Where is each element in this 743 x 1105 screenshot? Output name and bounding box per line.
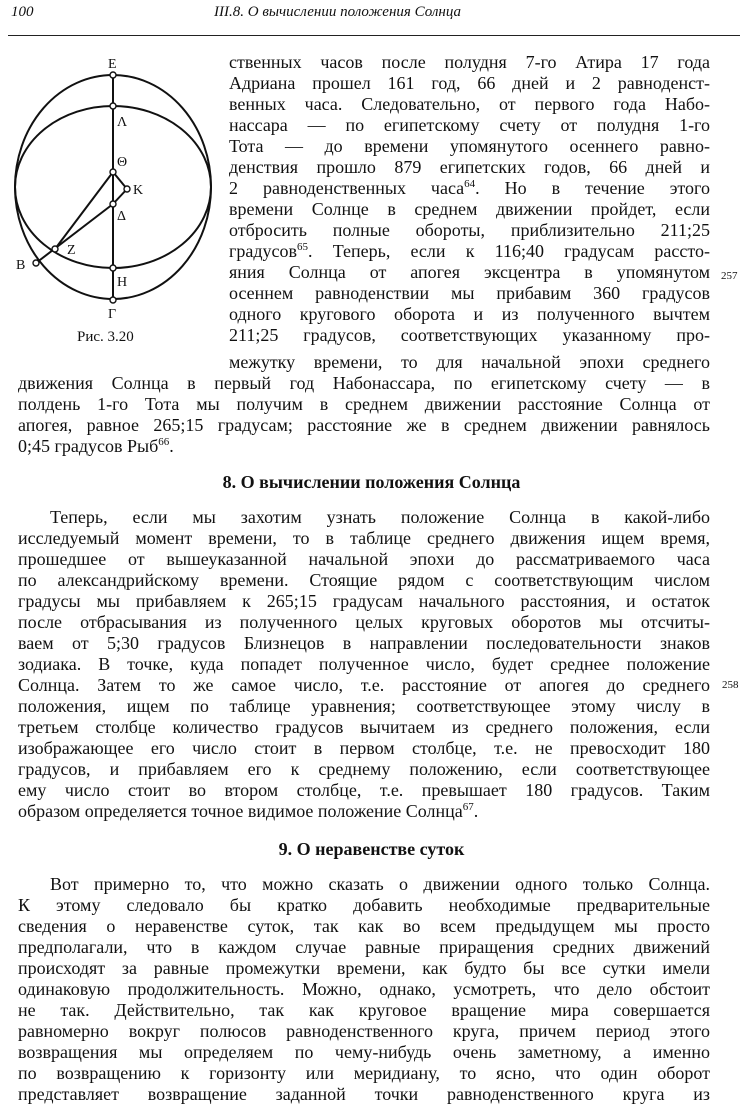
text-line: 211;25 градусов, соответствующих указанному про-	[229, 325, 710, 345]
point-lambda	[110, 103, 116, 109]
point-gamma	[110, 297, 116, 303]
text-line: исследуемый момент времени, то в таблице среднего движения ищем время,	[18, 528, 710, 548]
text-line: Солнца. Затем то же самое число, т.е. расстояние от апогея до среднего	[18, 675, 710, 695]
text-line: яния Солнца от апогея эксцентра в упомянутом	[229, 262, 710, 282]
label-delta: Δ	[117, 209, 127, 224]
figure-3-20-diagram	[0, 52, 222, 324]
text-line: сведения о неравенстве суток, так как во всем предыдущем мы просто	[18, 916, 710, 936]
text-line: 2 равноденственных часа$^{64}$. Но в течение этого	[229, 178, 710, 198]
footnote-ref-65[interactable]: 65	[297, 241, 309, 253]
text-line: движения Солнца в первый год Набонассара, по египетскому счету — в	[18, 373, 710, 393]
text-line: равномерно вокруг полюсов равноденственного круга, причем период этого	[18, 1021, 710, 1041]
text-line: одного кругового оборота и из полученного вычтем	[229, 304, 710, 324]
text-line: градусов, и прибавляем его к среднему положению, если соответствующее	[18, 759, 710, 779]
text-line: одинаковую продолжительность. Можно, однако, усмотреть, что дело обстоит	[18, 979, 710, 999]
figure-3-20	[0, 52, 222, 352]
label-theta: Θ	[117, 155, 128, 170]
text-line: образом определяется точное видимое положение Солнца$^{67}$.	[18, 801, 479, 821]
text-line: полдень 1-го Тота мы получим в среднем движении расстояние Солнца от	[18, 394, 710, 414]
text-line: венных часа. Следовательно, от первого года Набо-	[229, 94, 710, 114]
text-line: зодиака. В точке, куда попадет полученное число, будет среднее положение	[18, 654, 710, 674]
page-number: 100	[11, 4, 34, 20]
text-line: Вот примерно то, что можно сказать о движении одного только Солнца.	[50, 874, 710, 894]
margin-note-257: 257	[721, 270, 738, 282]
text-line: отбросить полные обороты, приблизительно 211;25	[229, 220, 710, 240]
text-line: положения, ищем по таблице уравнения; соответствующее этому числу в	[18, 696, 710, 716]
text-line: апогея, равное 265;15 градусам; расстояние же в среднем движении равнялось	[18, 415, 710, 435]
point-e	[110, 72, 116, 78]
label-e: E	[108, 57, 117, 72]
label-b: B	[16, 258, 26, 273]
label-gamma: Γ	[108, 307, 117, 322]
text-line: осеннем равноденствии мы прибавим 360 градусов	[229, 283, 710, 303]
footnote-ref-66[interactable]: 66	[158, 436, 170, 448]
text-line: Адриана прошел 161 год, 66 дней и 2 равноденст-	[229, 73, 710, 93]
text-line: третьем столбце количество градусов вычитаем из среднего положения, если	[18, 717, 710, 737]
figure-caption: Рис. 3.20	[77, 329, 134, 345]
label-h: H	[117, 275, 128, 290]
running-title: III.8. О вычислении положения Солнца	[214, 4, 462, 20]
text-line: нассара — по египетскому счету от полудня 1-го	[229, 115, 710, 135]
point-b	[33, 260, 39, 266]
point-k	[124, 186, 130, 192]
text-line: прошедшее от вышеуказанной начальной эпохи до рассматриваемого часа	[18, 549, 710, 569]
point-delta	[110, 201, 116, 207]
text-line: изображающее его число стоит в первом столбце, т.е. не превосходит 180	[18, 738, 710, 758]
text-line: представляет возвращение заданной точки равноденственного круга из	[18, 1084, 710, 1104]
label-k: K	[133, 183, 144, 198]
header-rule	[8, 35, 740, 36]
point-h	[110, 265, 116, 271]
paragraph-full-width	[18, 352, 710, 457]
text-line: денствия прошло 879 египетских годов, 66 дней и	[229, 157, 710, 177]
section-8-heading: 8. О вычислении положения Солнца	[222, 472, 521, 492]
text-line: ственных часов после полудня 7-го Атира 17 года	[229, 52, 710, 72]
text-line: 0;45 градусов Рыб$^{66}$.	[18, 436, 174, 456]
footnote-ref-67[interactable]: 67	[462, 801, 474, 813]
label-lambda: Λ	[117, 115, 128, 130]
paragraph-continuation	[229, 52, 710, 346]
text-line: по александрийскому времени. Стоящие рядом с соответствующим числом	[18, 570, 710, 590]
text-line: градусы мы прибавляем к 265;15 градусам начального расстояния, и остаток	[18, 591, 710, 611]
text-line: ему число стоит во втором столбце, т.е. превышает 180 градусов. Таким	[18, 780, 710, 800]
footnote-ref-64[interactable]: 64	[464, 178, 476, 190]
text-line: межутку времени, то для начальной эпохи среднего	[229, 352, 710, 372]
point-z	[52, 246, 58, 252]
text-line: после отбрасывания из полученного целых круговых оборотов мы отсчиты-	[18, 612, 710, 632]
figure-and-column	[0, 52, 743, 352]
text-line: не так. Действительно, так как круговое вращение мира совершается	[18, 1000, 710, 1020]
text-line: возвращения мы определяем по чему-нибудь очень заметному, а именно	[18, 1042, 710, 1062]
text-line: Теперь, если мы захотим узнать положение Солнца в какой-либо	[50, 507, 710, 527]
label-z: Z	[67, 243, 76, 258]
text-line: времени Солнце в среднем движении пройдет, если	[229, 199, 710, 219]
text-line: происходят за равные промежутки времени, как будто бы все сутки имели	[18, 958, 710, 978]
text-line: предполагали, что в каждом случае равные приращения средних движений	[18, 937, 710, 957]
text-line: К этому следовало бы кратко добавить необходимые предварительные	[18, 895, 710, 915]
text-line: градусов$^{65}$. Теперь, если к 116;40 градусам рассто-	[229, 241, 710, 261]
margin-note-258: 258	[722, 679, 739, 691]
text-line: ваем от 5;30 градусов Близнецов в направлении последовательности знаков	[18, 633, 710, 653]
section-9-heading: 9. О неравенстве суток	[278, 839, 465, 859]
section-8-body	[18, 507, 739, 822]
text-line: Тота — до времени упомянутого осеннего равно-	[229, 136, 710, 156]
point-theta	[110, 169, 116, 175]
running-header	[0, 0, 743, 30]
text-line: по возвращению к горизонту или меридиану, то ясно, что один оборот	[18, 1063, 710, 1083]
section-9-body	[18, 874, 710, 1105]
